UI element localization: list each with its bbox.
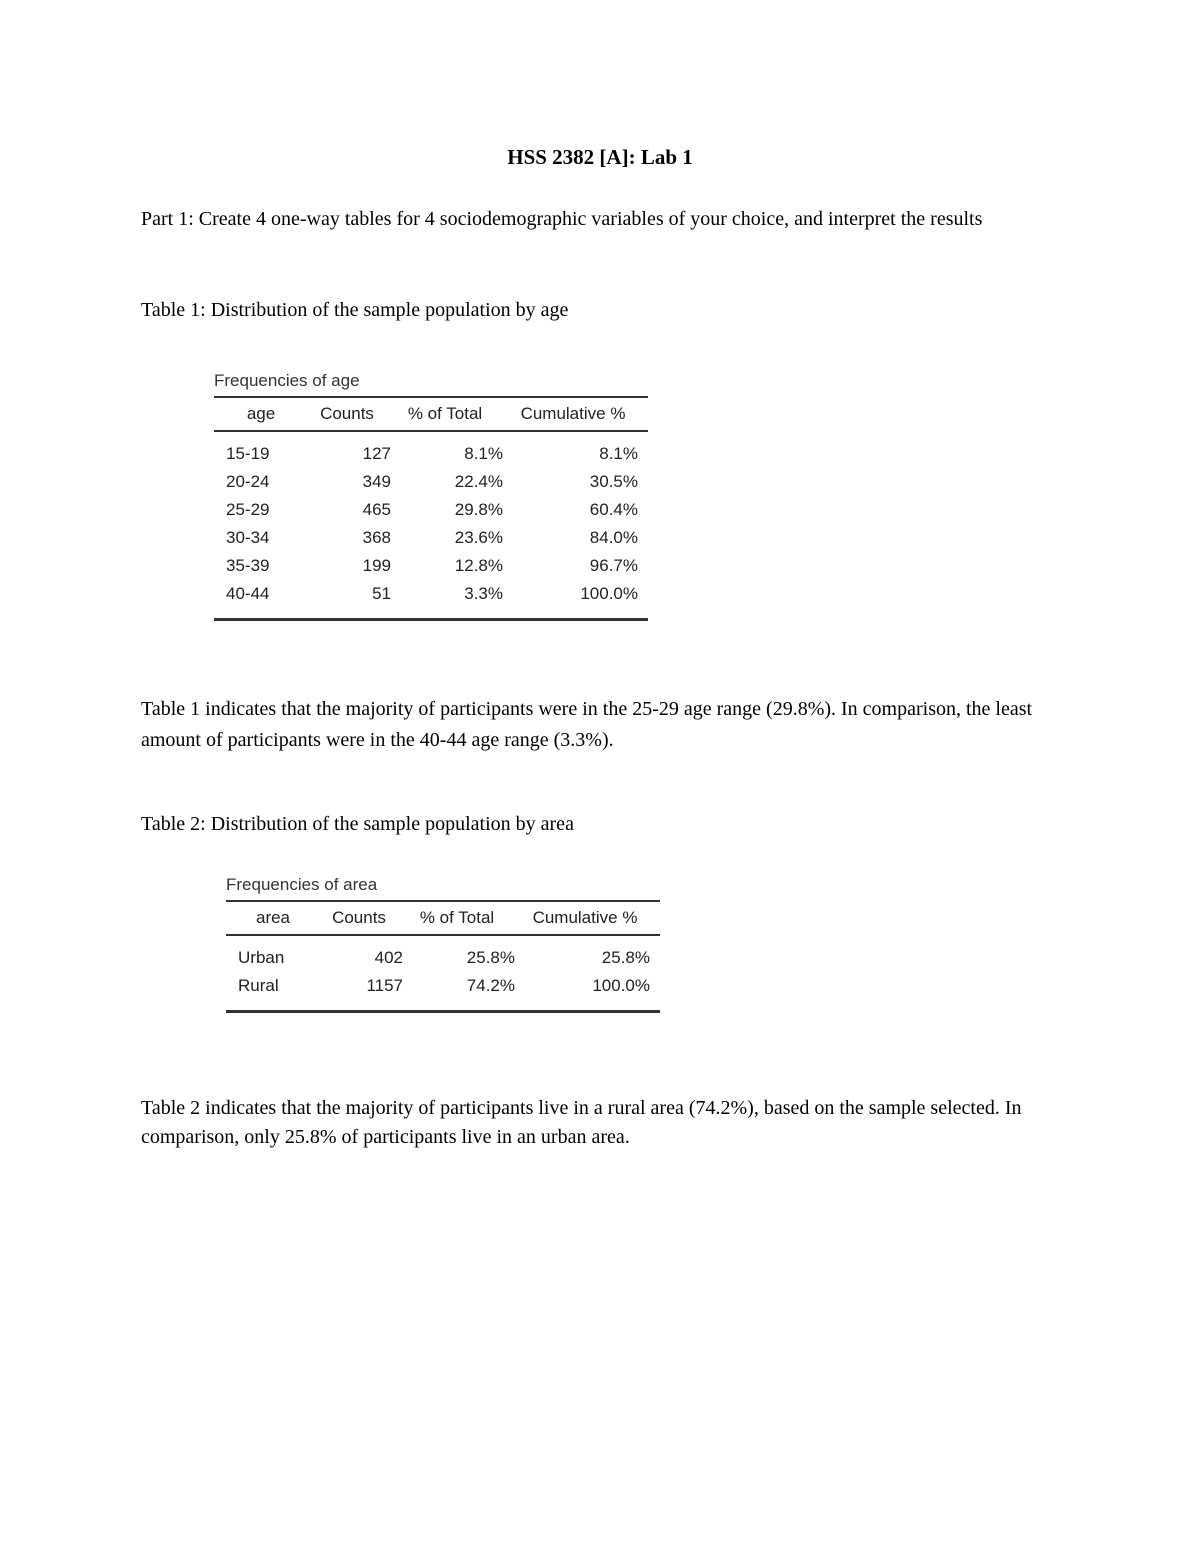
table-cell: 60.4% — [589, 500, 638, 519]
document-title: HSS 2382 [A]: Lab 1 — [507, 145, 693, 169]
table1-header-cell: age — [246, 404, 276, 423]
table-row — [214, 552, 648, 580]
table-row — [214, 524, 648, 552]
table-cell: 12.8% — [454, 556, 503, 575]
table-row — [226, 944, 660, 972]
table-cell: 199 — [362, 556, 391, 575]
table-cell: 3.3% — [464, 584, 503, 603]
age-frequency-table — [214, 366, 648, 621]
table-cell: 25.8% — [466, 948, 515, 967]
table-cell: 96.7% — [589, 556, 638, 575]
table-cell: 349 — [362, 472, 391, 491]
task-paragraph: Part 1: Create 4 one-way tables for 4 sociodemographic variables of your choice, and interpret the results — [141, 208, 983, 230]
table-cell: 51 — [372, 584, 391, 603]
table-cell: 100.0% — [592, 976, 650, 995]
table-cell: 29.8% — [454, 500, 503, 519]
table-cell: 23.6% — [454, 528, 503, 547]
table1-body — [214, 432, 648, 621]
table-cell: 30.5% — [589, 472, 638, 491]
table-cell: 127 — [362, 444, 391, 463]
table1-header-cell: % of Total — [407, 404, 483, 423]
table-cell: 30-34 — [226, 528, 270, 547]
table-cell: 22.4% — [454, 472, 503, 491]
table1-caption: Table 1: Distribution of the sample population by age — [141, 299, 569, 321]
table-row — [214, 580, 648, 608]
table-cell: 20-24 — [226, 472, 270, 491]
table2-header-row — [226, 900, 660, 936]
table-cell: 402 — [374, 948, 403, 967]
table2-body — [226, 936, 660, 1013]
table2-header-cell: area — [255, 908, 291, 927]
table-cell: 8.1% — [599, 444, 638, 463]
table2-title: Frequencies of area — [226, 875, 378, 894]
table-cell: 1157 — [366, 976, 403, 995]
table-cell: 25.8% — [601, 948, 650, 967]
table1-interpretation: Table 1 indicates that the majority of participants were in the 25-29 age range (29.8%). In comparison, the least amount of participants were in the 40-44 age range (3.3%). — [141, 698, 1033, 751]
table-cell: 15-19 — [226, 444, 270, 463]
area-frequency-table — [226, 870, 660, 1013]
table2-header-cell: Counts — [332, 908, 386, 927]
table-cell: 368 — [362, 528, 391, 547]
table2-caption: Table 2: Distribution of the sample population by area — [141, 813, 574, 835]
table-cell: Urban — [238, 948, 285, 967]
table-row — [214, 440, 648, 468]
table1-title: Frequencies of age — [214, 371, 360, 390]
table-row — [214, 468, 648, 496]
table1-header-row — [214, 396, 648, 432]
table-cell: 74.2% — [466, 976, 515, 995]
table-cell: 35-39 — [226, 556, 270, 575]
table2-interpretation: Table 2 indicates that the majority of participants live in a rural area (74.2%), based on the sample selected. In comparison, only 25.8% of participants live in an urban area. — [141, 1097, 1022, 1148]
table-cell: 8.1% — [464, 444, 503, 463]
table1-header-cell: Counts — [320, 404, 374, 423]
table1-header-cell: Cumulative % — [520, 404, 626, 423]
table2-header-cell: Cumulative % — [532, 908, 638, 927]
table-cell: 465 — [362, 500, 391, 519]
table-cell: 40-44 — [226, 584, 270, 603]
table-row — [226, 972, 660, 1000]
table2-header-cell: % of Total — [419, 908, 495, 927]
table-cell: 25-29 — [226, 500, 270, 519]
table-cell: 100.0% — [580, 584, 638, 603]
table-cell: 84.0% — [589, 528, 638, 547]
table-cell: Rural — [238, 976, 279, 995]
table-row — [214, 496, 648, 524]
